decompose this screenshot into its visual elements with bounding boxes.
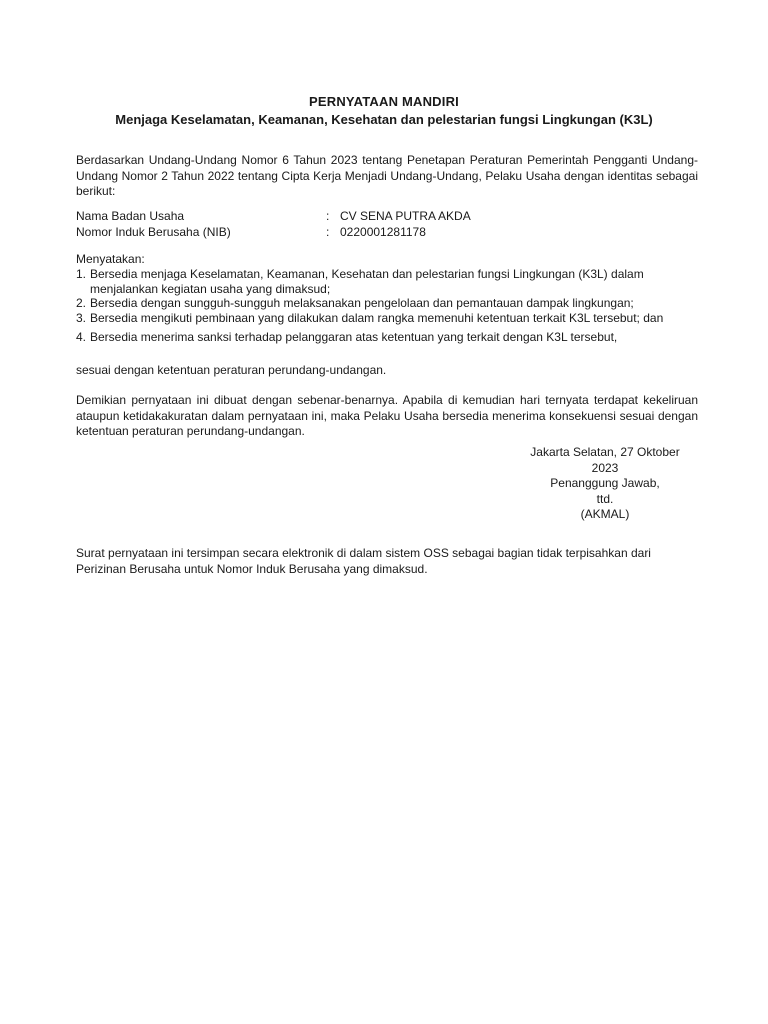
signature-block [510,445,700,523]
footer-note: Surat pernyataan ini tersimpan secara elektronik di dalam sistem OSS sebagai bagian tidak terpisahkan dari Perizinan Berusaha untuk Nomor Induk Berusaha yang dimaksud. [76,546,651,576]
declaration-number: 1. [76,267,87,281]
business-name-row [76,209,471,225]
business-name-value: CV SENA PUTRA AKDA [340,209,471,223]
signature-place-date: Jakarta Selatan, 27 Oktober [530,445,680,459]
declaration-text: Bersedia dengan sungguh-sungguh melaksanakan pengelolaan dan pemantauan dampak lingkungan; [90,296,634,310]
declaration-text: Bersedia menjaga Keselamatan, Keamanan, Kesehatan dan pelestarian fungsi Lingkungan (K3L) dalam menjalankan kegiatan usaha yang dimaksud; [90,267,644,296]
nib-value: 0220001281178 [340,224,426,239]
declaration-item [76,330,700,345]
document-subtitle: Menjaga Keselamatan, Keamanan, Kesehatan dan pelestarian fungsi Lingkungan (K3L) [115,112,653,127]
signatory-name: (AKMAL) [580,507,630,521]
identity-block [76,209,471,240]
declaration-number: 2. [76,296,87,310]
declaration-number: 3. [76,310,87,325]
business-name-label: Nama Badan Usaha [76,209,185,223]
declaration-item [76,311,700,326]
declaration-text: Bersedia menerima sanksi terhadap pelanggaran atas ketentuan yang terkait dengan K3L tersebut, [90,330,618,344]
signature-year: 2023 [591,460,619,475]
title-block [0,93,768,128]
intro-paragraph: Berdasarkan Undang-Undang Nomor 6 Tahun 2023 tentang Penetapan Peraturan Pemerintah Pengganti Undang-Undang Nomor 2 Tahun 2022 tentang Cipta Kerja Menjadi Undang-Undang, Pelaku Usaha dengan identitas sebagai berikut: [76,153,698,198]
separator: : [326,224,330,239]
signature-role: Penanggung Jawab, [550,476,660,490]
separator: : [326,209,330,223]
closing-line: sesuai dengan ketentuan peraturan perundang-undangan. [76,363,387,377]
declaration-item [76,296,700,311]
declaration-text: Bersedia mengikuti pembinaan yang dilakukan dalam rangka memenuhi ketentuan terkait K3L tersebut; dan [90,310,664,325]
declaration-list [76,267,700,345]
document-title: PERNYATAAN MANDIRI [309,94,459,109]
statement-paragraph: Demikian pernyataan ini dibuat dengan sebenar-benarnya. Apabila di kemudian hari ternyata terdapat kekeliruan ataupun ketidakakuratan dalam pernyataan ini, maka Pelaku Usaha bersedia menerima konsekuensi sesuai dengan ketentuan peraturan perundang-undangan. [76,393,698,438]
declaration-item [76,267,700,296]
nib-label: Nomor Induk Berusaha (NIB) [76,224,231,239]
nib-row [76,225,471,241]
declaration-number: 4. [76,330,87,344]
declares-label: Menyatakan: [76,252,145,266]
signature-signed: ttd. [596,491,614,506]
